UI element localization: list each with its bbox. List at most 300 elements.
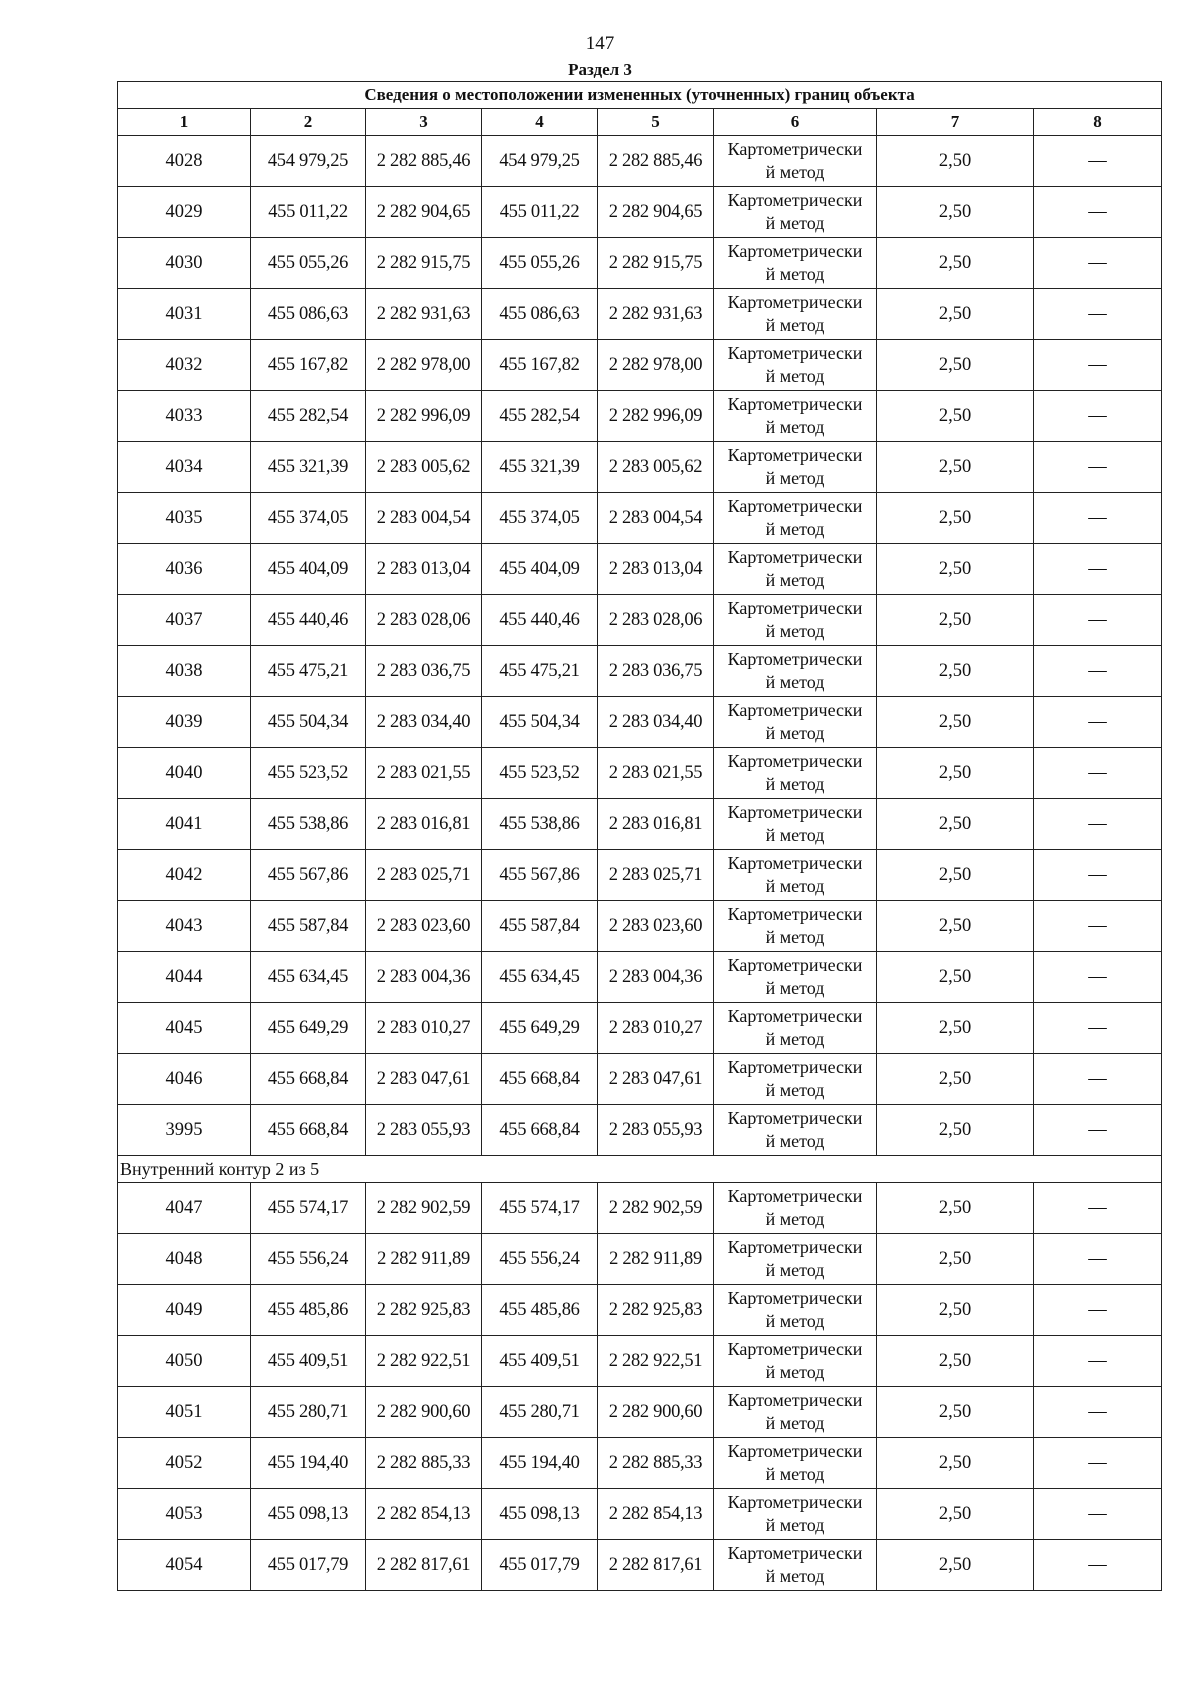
method-line-2: й метод [765, 1080, 825, 1100]
existing-x: 454 979,25 [251, 136, 366, 187]
method-cell [714, 799, 877, 850]
new-y: 2 283 034,40 [598, 697, 714, 748]
existing-y: 2 282 885,33 [366, 1438, 482, 1489]
new-x: 455 567,86 [482, 850, 598, 901]
method-line-1: Картометрически [727, 445, 863, 465]
section-title: Раздел 3 [568, 60, 632, 79]
existing-x: 455 374,05 [251, 493, 366, 544]
new-y: 2 283 005,62 [598, 442, 714, 493]
method-line-2: й метод [765, 1566, 825, 1586]
existing-x: 455 668,84 [251, 1054, 366, 1105]
dash-value: — [1034, 697, 1162, 748]
new-x: 455 194,40 [482, 1438, 598, 1489]
method-cell [714, 1438, 877, 1489]
dash-value: — [1034, 1387, 1162, 1438]
column-header-row [118, 109, 1162, 136]
point-number: 4031 [118, 289, 251, 340]
method-line-2: й метод [765, 1413, 825, 1433]
method-line-1: Картометрически [727, 1108, 863, 1128]
method-line-2: й метод [765, 315, 825, 335]
dash-value: — [1034, 493, 1162, 544]
method-line-2: й метод [765, 264, 825, 284]
method-line-1: Картометрически [727, 1339, 863, 1359]
table-row [118, 1387, 1162, 1438]
new-x: 455 374,05 [482, 493, 598, 544]
method-line-2: й метод [765, 519, 825, 539]
new-x: 455 475,21 [482, 646, 598, 697]
column-header-6: 6 [714, 109, 877, 136]
accuracy-value: 2,50 [877, 1336, 1034, 1387]
dash-value: — [1034, 1489, 1162, 1540]
new-x: 455 668,84 [482, 1054, 598, 1105]
dash-value: — [1034, 289, 1162, 340]
existing-x: 455 086,63 [251, 289, 366, 340]
new-y: 2 282 996,09 [598, 391, 714, 442]
existing-x: 455 587,84 [251, 901, 366, 952]
point-number: 4040 [118, 748, 251, 799]
new-x: 455 167,82 [482, 340, 598, 391]
new-x: 455 668,84 [482, 1105, 598, 1156]
contour-row [118, 1156, 1162, 1183]
method-line-2: й метод [765, 1515, 825, 1535]
existing-x: 455 668,84 [251, 1105, 366, 1156]
new-y: 2 282 922,51 [598, 1336, 714, 1387]
new-y: 2 282 902,59 [598, 1183, 714, 1234]
accuracy-value: 2,50 [877, 1234, 1034, 1285]
method-cell [714, 952, 877, 1003]
existing-y: 2 282 922,51 [366, 1336, 482, 1387]
existing-x: 455 440,46 [251, 595, 366, 646]
method-line-2: й метод [765, 825, 825, 845]
method-line-1: Картометрически [727, 955, 863, 975]
method-line-1: Картометрически [727, 547, 863, 567]
method-line-1: Картометрически [727, 1057, 863, 1077]
accuracy-value: 2,50 [877, 1489, 1034, 1540]
new-y: 2 283 023,60 [598, 901, 714, 952]
existing-y: 2 283 013,04 [366, 544, 482, 595]
accuracy-value: 2,50 [877, 340, 1034, 391]
method-line-2: й метод [765, 1029, 825, 1049]
new-y: 2 282 885,33 [598, 1438, 714, 1489]
column-header-5: 5 [598, 109, 714, 136]
accuracy-value: 2,50 [877, 952, 1034, 1003]
new-y: 2 282 915,75 [598, 238, 714, 289]
dash-value: — [1034, 1285, 1162, 1336]
method-line-2: й метод [765, 1209, 825, 1229]
point-number: 4054 [118, 1540, 251, 1591]
table-row [118, 1336, 1162, 1387]
new-x: 455 574,17 [482, 1183, 598, 1234]
point-number: 4048 [118, 1234, 251, 1285]
existing-x: 455 055,26 [251, 238, 366, 289]
point-number: 4028 [118, 136, 251, 187]
point-number: 4042 [118, 850, 251, 901]
new-x: 455 649,29 [482, 1003, 598, 1054]
method-line-1: Картометрически [727, 1492, 863, 1512]
existing-y: 2 282 902,59 [366, 1183, 482, 1234]
column-header-4: 4 [482, 109, 598, 136]
point-number: 3995 [118, 1105, 251, 1156]
method-cell [714, 850, 877, 901]
method-cell [714, 340, 877, 391]
dash-value: — [1034, 442, 1162, 493]
new-x: 455 321,39 [482, 442, 598, 493]
table-row [118, 697, 1162, 748]
method-line-1: Картометрически [727, 1288, 863, 1308]
point-number: 4032 [118, 340, 251, 391]
method-line-1: Картометрически [727, 1543, 863, 1563]
existing-y: 2 282 911,89 [366, 1234, 482, 1285]
method-cell [714, 391, 877, 442]
dash-value: — [1034, 340, 1162, 391]
accuracy-value: 2,50 [877, 391, 1034, 442]
table-row [118, 748, 1162, 799]
point-number: 4050 [118, 1336, 251, 1387]
point-number: 4043 [118, 901, 251, 952]
existing-x: 455 011,22 [251, 187, 366, 238]
dash-value: — [1034, 850, 1162, 901]
method-line-1: Картометрически [727, 598, 863, 618]
existing-x: 455 409,51 [251, 1336, 366, 1387]
new-x: 454 979,25 [482, 136, 598, 187]
dash-value: — [1034, 748, 1162, 799]
table-row [118, 340, 1162, 391]
existing-x: 455 098,13 [251, 1489, 366, 1540]
existing-x: 455 194,40 [251, 1438, 366, 1489]
method-cell [714, 1105, 877, 1156]
dash-value: — [1034, 1003, 1162, 1054]
existing-x: 455 634,45 [251, 952, 366, 1003]
page-number: 147 [585, 33, 615, 54]
existing-x: 455 504,34 [251, 697, 366, 748]
method-line-2: й метод [765, 1311, 825, 1331]
new-y: 2 283 047,61 [598, 1054, 714, 1105]
new-x: 455 587,84 [482, 901, 598, 952]
accuracy-value: 2,50 [877, 442, 1034, 493]
existing-y: 2 283 036,75 [366, 646, 482, 697]
method-cell [714, 544, 877, 595]
dash-value: — [1034, 646, 1162, 697]
existing-x: 455 321,39 [251, 442, 366, 493]
method-line-1: Картометрически [727, 853, 863, 873]
new-x: 455 523,52 [482, 748, 598, 799]
table-row [118, 238, 1162, 289]
method-cell [714, 646, 877, 697]
method-cell [714, 493, 877, 544]
existing-y: 2 282 885,46 [366, 136, 482, 187]
method-cell [714, 1540, 877, 1591]
point-number: 4039 [118, 697, 251, 748]
method-cell [714, 1003, 877, 1054]
accuracy-value: 2,50 [877, 697, 1034, 748]
method-cell [714, 187, 877, 238]
method-line-1: Картометрически [727, 343, 863, 363]
method-line-1: Картометрически [727, 802, 863, 822]
method-cell [714, 1336, 877, 1387]
new-x: 455 634,45 [482, 952, 598, 1003]
accuracy-value: 2,50 [877, 850, 1034, 901]
table-row [118, 391, 1162, 442]
existing-y: 2 283 055,93 [366, 1105, 482, 1156]
existing-y: 2 282 996,09 [366, 391, 482, 442]
method-line-2: й метод [765, 366, 825, 386]
new-y: 2 283 025,71 [598, 850, 714, 901]
method-cell [714, 136, 877, 187]
point-number: 4038 [118, 646, 251, 697]
point-number: 4029 [118, 187, 251, 238]
point-number: 4049 [118, 1285, 251, 1336]
method-line-1: Картометрически [727, 1441, 863, 1461]
existing-y: 2 283 028,06 [366, 595, 482, 646]
new-x: 455 538,86 [482, 799, 598, 850]
point-number: 4036 [118, 544, 251, 595]
point-number: 4053 [118, 1489, 251, 1540]
accuracy-value: 2,50 [877, 187, 1034, 238]
existing-y: 2 283 025,71 [366, 850, 482, 901]
table-row [118, 1054, 1162, 1105]
accuracy-value: 2,50 [877, 238, 1034, 289]
dash-value: — [1034, 1438, 1162, 1489]
accuracy-value: 2,50 [877, 493, 1034, 544]
accuracy-value: 2,50 [877, 1183, 1034, 1234]
column-header-3: 3 [366, 109, 482, 136]
method-line-2: й метод [765, 876, 825, 896]
method-cell [714, 748, 877, 799]
existing-y: 2 282 915,75 [366, 238, 482, 289]
column-header-1: 1 [118, 109, 251, 136]
column-header-7: 7 [877, 109, 1034, 136]
new-y: 2 283 004,54 [598, 493, 714, 544]
new-y: 2 283 004,36 [598, 952, 714, 1003]
table-row [118, 850, 1162, 901]
new-x: 455 440,46 [482, 595, 598, 646]
point-number: 4041 [118, 799, 251, 850]
method-cell [714, 697, 877, 748]
table-row [118, 442, 1162, 493]
method-line-2: й метод [765, 468, 825, 488]
new-y: 2 283 021,55 [598, 748, 714, 799]
point-number: 4052 [118, 1438, 251, 1489]
method-line-1: Картометрически [727, 700, 863, 720]
method-cell [714, 1054, 877, 1105]
column-header-2: 2 [251, 109, 366, 136]
accuracy-value: 2,50 [877, 1003, 1034, 1054]
new-x: 455 556,24 [482, 1234, 598, 1285]
table-row [118, 493, 1162, 544]
existing-x: 455 280,71 [251, 1387, 366, 1438]
new-y: 2 282 978,00 [598, 340, 714, 391]
point-number: 4047 [118, 1183, 251, 1234]
dash-value: — [1034, 544, 1162, 595]
column-header-8: 8 [1034, 109, 1162, 136]
table-row [118, 1540, 1162, 1591]
point-number: 4046 [118, 1054, 251, 1105]
new-y: 2 282 885,46 [598, 136, 714, 187]
new-y: 2 283 010,27 [598, 1003, 714, 1054]
existing-x: 455 282,54 [251, 391, 366, 442]
table-row [118, 1234, 1162, 1285]
existing-x: 455 404,09 [251, 544, 366, 595]
accuracy-value: 2,50 [877, 799, 1034, 850]
new-y: 2 283 016,81 [598, 799, 714, 850]
dash-value: — [1034, 187, 1162, 238]
new-y: 2 282 900,60 [598, 1387, 714, 1438]
new-y: 2 282 817,61 [598, 1540, 714, 1591]
new-y: 2 283 013,04 [598, 544, 714, 595]
point-number: 4030 [118, 238, 251, 289]
dash-value: — [1034, 1183, 1162, 1234]
method-cell [714, 1234, 877, 1285]
existing-y: 2 282 978,00 [366, 340, 482, 391]
accuracy-value: 2,50 [877, 1387, 1034, 1438]
method-line-2: й метод [765, 621, 825, 641]
new-y: 2 282 854,13 [598, 1489, 714, 1540]
dash-value: — [1034, 799, 1162, 850]
existing-x: 455 567,86 [251, 850, 366, 901]
new-x: 455 485,86 [482, 1285, 598, 1336]
new-x: 455 011,22 [482, 187, 598, 238]
table-row [118, 1003, 1162, 1054]
new-x: 455 086,63 [482, 289, 598, 340]
table-row [118, 799, 1162, 850]
method-line-2: й метод [765, 774, 825, 794]
existing-x: 455 556,24 [251, 1234, 366, 1285]
method-line-2: й метод [765, 417, 825, 437]
point-number: 4045 [118, 1003, 251, 1054]
point-number: 4035 [118, 493, 251, 544]
new-x: 455 282,54 [482, 391, 598, 442]
table-row [118, 646, 1162, 697]
new-y: 2 282 904,65 [598, 187, 714, 238]
table-row [118, 187, 1162, 238]
method-cell [714, 1183, 877, 1234]
accuracy-value: 2,50 [877, 1438, 1034, 1489]
new-y: 2 282 925,83 [598, 1285, 714, 1336]
accuracy-value: 2,50 [877, 1105, 1034, 1156]
accuracy-value: 2,50 [877, 595, 1034, 646]
method-line-1: Картометрически [727, 190, 863, 210]
existing-x: 455 523,52 [251, 748, 366, 799]
existing-x: 455 649,29 [251, 1003, 366, 1054]
method-cell [714, 1387, 877, 1438]
method-cell [714, 901, 877, 952]
new-y: 2 283 036,75 [598, 646, 714, 697]
existing-y: 2 283 023,60 [366, 901, 482, 952]
method-line-1: Картометрически [727, 139, 863, 159]
table-row [118, 1438, 1162, 1489]
existing-y: 2 283 016,81 [366, 799, 482, 850]
table-row [118, 1285, 1162, 1336]
accuracy-value: 2,50 [877, 646, 1034, 697]
method-line-1: Картометрически [727, 649, 863, 669]
method-cell [714, 238, 877, 289]
table-row [118, 1489, 1162, 1540]
existing-y: 2 283 034,40 [366, 697, 482, 748]
new-x: 455 504,34 [482, 697, 598, 748]
method-line-2: й метод [765, 978, 825, 998]
method-line-1: Картометрически [727, 292, 863, 312]
existing-y: 2 283 004,54 [366, 493, 482, 544]
dash-value: — [1034, 136, 1162, 187]
method-line-1: Картометрически [727, 1006, 863, 1026]
table-row [118, 901, 1162, 952]
method-line-2: й метод [765, 213, 825, 233]
existing-y: 2 282 904,65 [366, 187, 482, 238]
table-row [118, 136, 1162, 187]
existing-x: 455 574,17 [251, 1183, 366, 1234]
dash-value: — [1034, 1234, 1162, 1285]
method-line-2: й метод [765, 927, 825, 947]
method-line-2: й метод [765, 1464, 825, 1484]
method-line-2: й метод [765, 672, 825, 692]
existing-y: 2 282 931,63 [366, 289, 482, 340]
existing-x: 455 475,21 [251, 646, 366, 697]
accuracy-value: 2,50 [877, 1540, 1034, 1591]
table-row [118, 952, 1162, 1003]
accuracy-value: 2,50 [877, 1285, 1034, 1336]
dash-value: — [1034, 1540, 1162, 1591]
method-line-2: й метод [765, 570, 825, 590]
method-line-1: Картометрически [727, 751, 863, 771]
method-line-2: й метод [765, 1260, 825, 1280]
dash-value: — [1034, 901, 1162, 952]
accuracy-value: 2,50 [877, 289, 1034, 340]
accuracy-value: 2,50 [877, 1054, 1034, 1105]
method-line-1: Картометрически [727, 904, 863, 924]
existing-x: 455 167,82 [251, 340, 366, 391]
existing-y: 2 282 817,61 [366, 1540, 482, 1591]
method-line-2: й метод [765, 1131, 825, 1151]
table-row [118, 595, 1162, 646]
new-x: 455 404,09 [482, 544, 598, 595]
dash-value: — [1034, 952, 1162, 1003]
accuracy-value: 2,50 [877, 901, 1034, 952]
accuracy-value: 2,50 [877, 748, 1034, 799]
method-line-1: Картометрически [727, 496, 863, 516]
point-number: 4037 [118, 595, 251, 646]
new-x: 455 409,51 [482, 1336, 598, 1387]
new-y: 2 283 055,93 [598, 1105, 714, 1156]
method-cell [714, 1489, 877, 1540]
existing-x: 455 538,86 [251, 799, 366, 850]
new-x: 455 017,79 [482, 1540, 598, 1591]
existing-y: 2 283 021,55 [366, 748, 482, 799]
method-cell [714, 1285, 877, 1336]
method-line-1: Картометрически [727, 241, 863, 261]
existing-y: 2 283 047,61 [366, 1054, 482, 1105]
existing-y: 2 282 854,13 [366, 1489, 482, 1540]
method-cell [714, 442, 877, 493]
method-line-1: Картометрически [727, 1390, 863, 1410]
point-number: 4033 [118, 391, 251, 442]
dash-value: — [1034, 1105, 1162, 1156]
new-y: 2 282 911,89 [598, 1234, 714, 1285]
dash-value: — [1034, 595, 1162, 646]
existing-x: 455 017,79 [251, 1540, 366, 1591]
new-x: 455 055,26 [482, 238, 598, 289]
existing-y: 2 283 004,36 [366, 952, 482, 1003]
point-number: 4044 [118, 952, 251, 1003]
existing-y: 2 282 925,83 [366, 1285, 482, 1336]
dash-value: — [1034, 238, 1162, 289]
table-row [118, 289, 1162, 340]
method-line-2: й метод [765, 1362, 825, 1382]
new-x: 455 280,71 [482, 1387, 598, 1438]
method-line-1: Картометрически [727, 1237, 863, 1257]
new-x: 455 098,13 [482, 1489, 598, 1540]
method-cell [714, 289, 877, 340]
accuracy-value: 2,50 [877, 544, 1034, 595]
